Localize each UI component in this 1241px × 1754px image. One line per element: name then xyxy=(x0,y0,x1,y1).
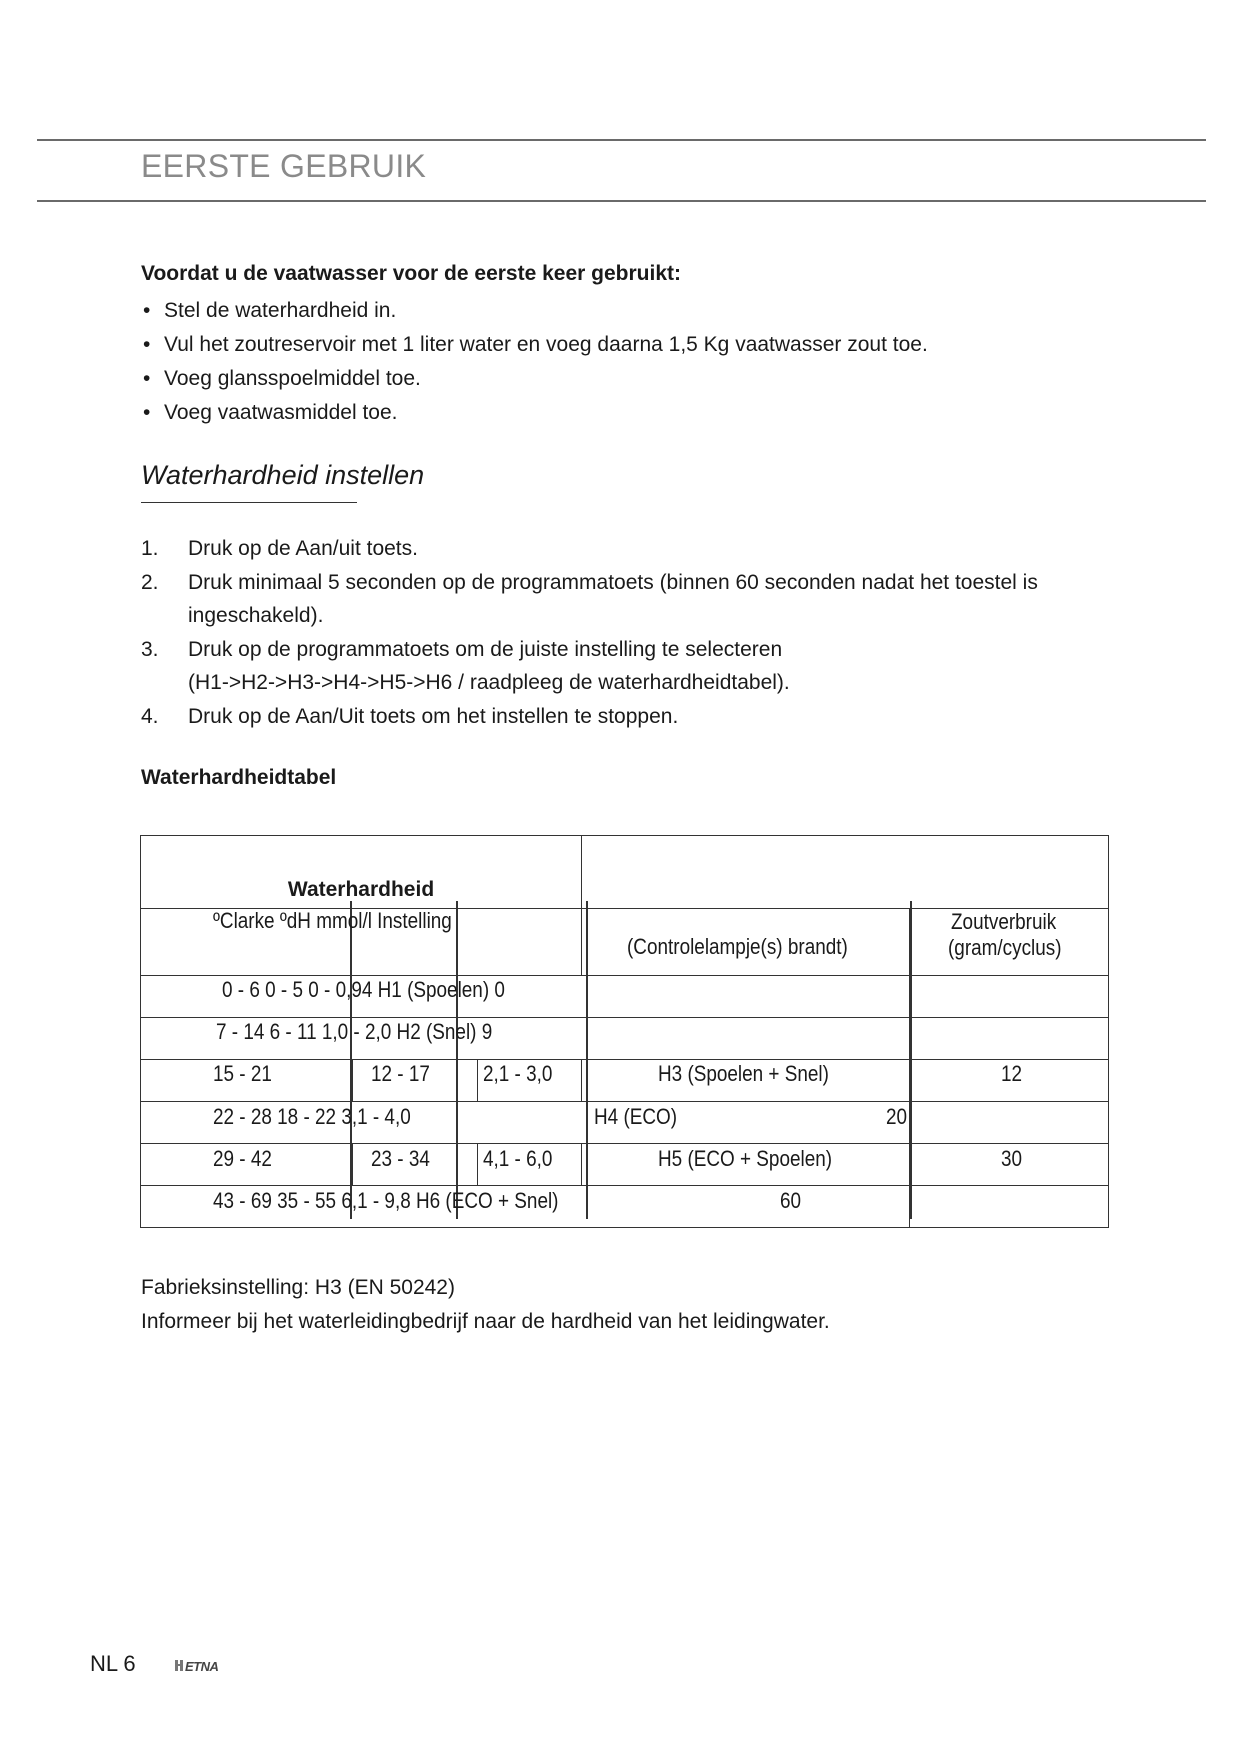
row-h6-left: 43 - 69 35 - 55 6,1 - 9,8 H6 (ECO + Snel) xyxy=(213,1188,559,1213)
step-item xyxy=(141,566,1131,600)
table-row-cell xyxy=(910,976,1109,1018)
step-text: Druk minimaal 5 seconden op de programmatoets (binnen 60 seconden nadat het toestel is xyxy=(188,570,1038,594)
step-number: 3. xyxy=(141,637,159,661)
step-item-continued xyxy=(141,599,1131,633)
water-company-note: Informeer bij het waterleidingbedrijf naar de hardheid van het leidingwater. xyxy=(141,1310,830,1333)
row-h3-clarke: 15 - 21 xyxy=(213,1061,272,1086)
row-h5-mmol: 4,1 - 6,0 xyxy=(483,1146,553,1171)
table-title: Waterhardheidtabel xyxy=(141,766,337,789)
step-text-continued: (H1->H2->H3->H4->H5->H6 / raadpleeg de waterhardheidtabel). xyxy=(188,671,790,694)
step-item xyxy=(141,700,1131,734)
row-h4-setting: H4 (ECO) xyxy=(594,1104,678,1129)
intro-block xyxy=(141,262,1141,430)
row-h3-setting: H3 (Spoelen + Snel) xyxy=(658,1061,829,1086)
bullet-item: • Voeg glansspoelmiddel toe. xyxy=(141,362,1141,396)
footer-notes xyxy=(141,1271,830,1339)
step-item-continued xyxy=(141,666,1131,700)
brand-logo-mark xyxy=(174,1655,224,1675)
title-bottom-rule xyxy=(37,200,1206,202)
step-text: Druk op de Aan/Uit toets om het instellen te stoppen. xyxy=(188,704,679,728)
row-h5-dh: 23 - 34 xyxy=(371,1146,430,1171)
row-h2-text: 7 - 14 6 - 11 1,0 - 2,0 H2 (Snel) 9 xyxy=(216,1019,493,1044)
step-number: 2. xyxy=(141,570,159,594)
step-item xyxy=(141,532,1131,566)
step-number: 4. xyxy=(141,704,159,728)
table-row-cell xyxy=(910,1018,1109,1060)
table-header-empty xyxy=(582,836,1109,909)
row-h5-clarke: 29 - 42 xyxy=(213,1146,272,1171)
table-header-zout-line1: Zoutverbruik xyxy=(951,909,1057,934)
steps-list xyxy=(141,532,1131,733)
step-item xyxy=(141,633,1131,667)
step-text: Druk op de Aan/uit toets. xyxy=(188,537,418,560)
subheading: Waterhardheid instellen xyxy=(141,460,425,490)
row-h3-dh: 12 - 17 xyxy=(371,1061,430,1086)
table-column-separator xyxy=(910,901,912,1219)
row-h5-salt: 30 xyxy=(1001,1146,1023,1171)
table-column-separator xyxy=(350,901,352,1219)
table-row-cell xyxy=(910,1102,1109,1144)
table-column-separator xyxy=(586,901,588,1219)
step-text-continued: ingeschakeld). xyxy=(188,604,324,627)
top-rule xyxy=(37,139,1206,141)
table-column-separator xyxy=(456,901,458,1219)
table-header-controle: (Controlelampje(s) brandt) xyxy=(627,934,848,959)
bullet-item: • Stel de waterhardheid in. xyxy=(141,294,1141,328)
table-group-header: Waterhardheid xyxy=(141,836,582,909)
bullet-item: • Vul het zoutreservoir met 1 liter water en voeg daarna 1,5 Kg vaatwasser zout toe. xyxy=(141,328,1141,362)
subheading-underline xyxy=(141,502,357,503)
step-text: Druk op de programmatoets om de juiste instelling te selecteren xyxy=(188,637,783,661)
intro-heading: Voordat u de vaatwasser voor de eerste keer gebruikt: xyxy=(141,262,681,285)
step-number: 1. xyxy=(141,537,159,560)
row-h3-mmol: 2,1 - 3,0 xyxy=(483,1061,553,1086)
section-title: EERSTE GEBRUIK xyxy=(141,148,427,184)
bullet-item: • Voeg vaatwasmiddel toe. xyxy=(141,396,1141,430)
row-h4-salt: 20 xyxy=(886,1104,908,1129)
row-h6-salt: 60 xyxy=(780,1188,802,1213)
factory-setting-note: Fabrieksinstelling: H3 (EN 50242) xyxy=(141,1276,455,1299)
table-subheader: ºClarke ºdH mmol/l Instelling xyxy=(213,908,452,933)
page-number: NL 6 xyxy=(90,1651,136,1676)
row-h3-salt: 12 xyxy=(1001,1061,1023,1086)
row-h4-left: 22 - 28 18 - 22 3,1 - 4,0 xyxy=(213,1104,411,1129)
brand-logo xyxy=(174,1655,224,1680)
svg-text:ETNA: ETNA xyxy=(185,1659,219,1674)
table-header-zout-line2: (gram/cyclus) xyxy=(948,935,1062,960)
intro-bullet-list xyxy=(141,294,1141,430)
table-row-cell xyxy=(910,1186,1109,1228)
row-h5-setting: H5 (ECO + Spoelen) xyxy=(658,1146,833,1171)
row-h1-text: 0 - 6 0 - 5 0 - 0,94 H1 (Spoelen) 0 xyxy=(222,977,505,1002)
